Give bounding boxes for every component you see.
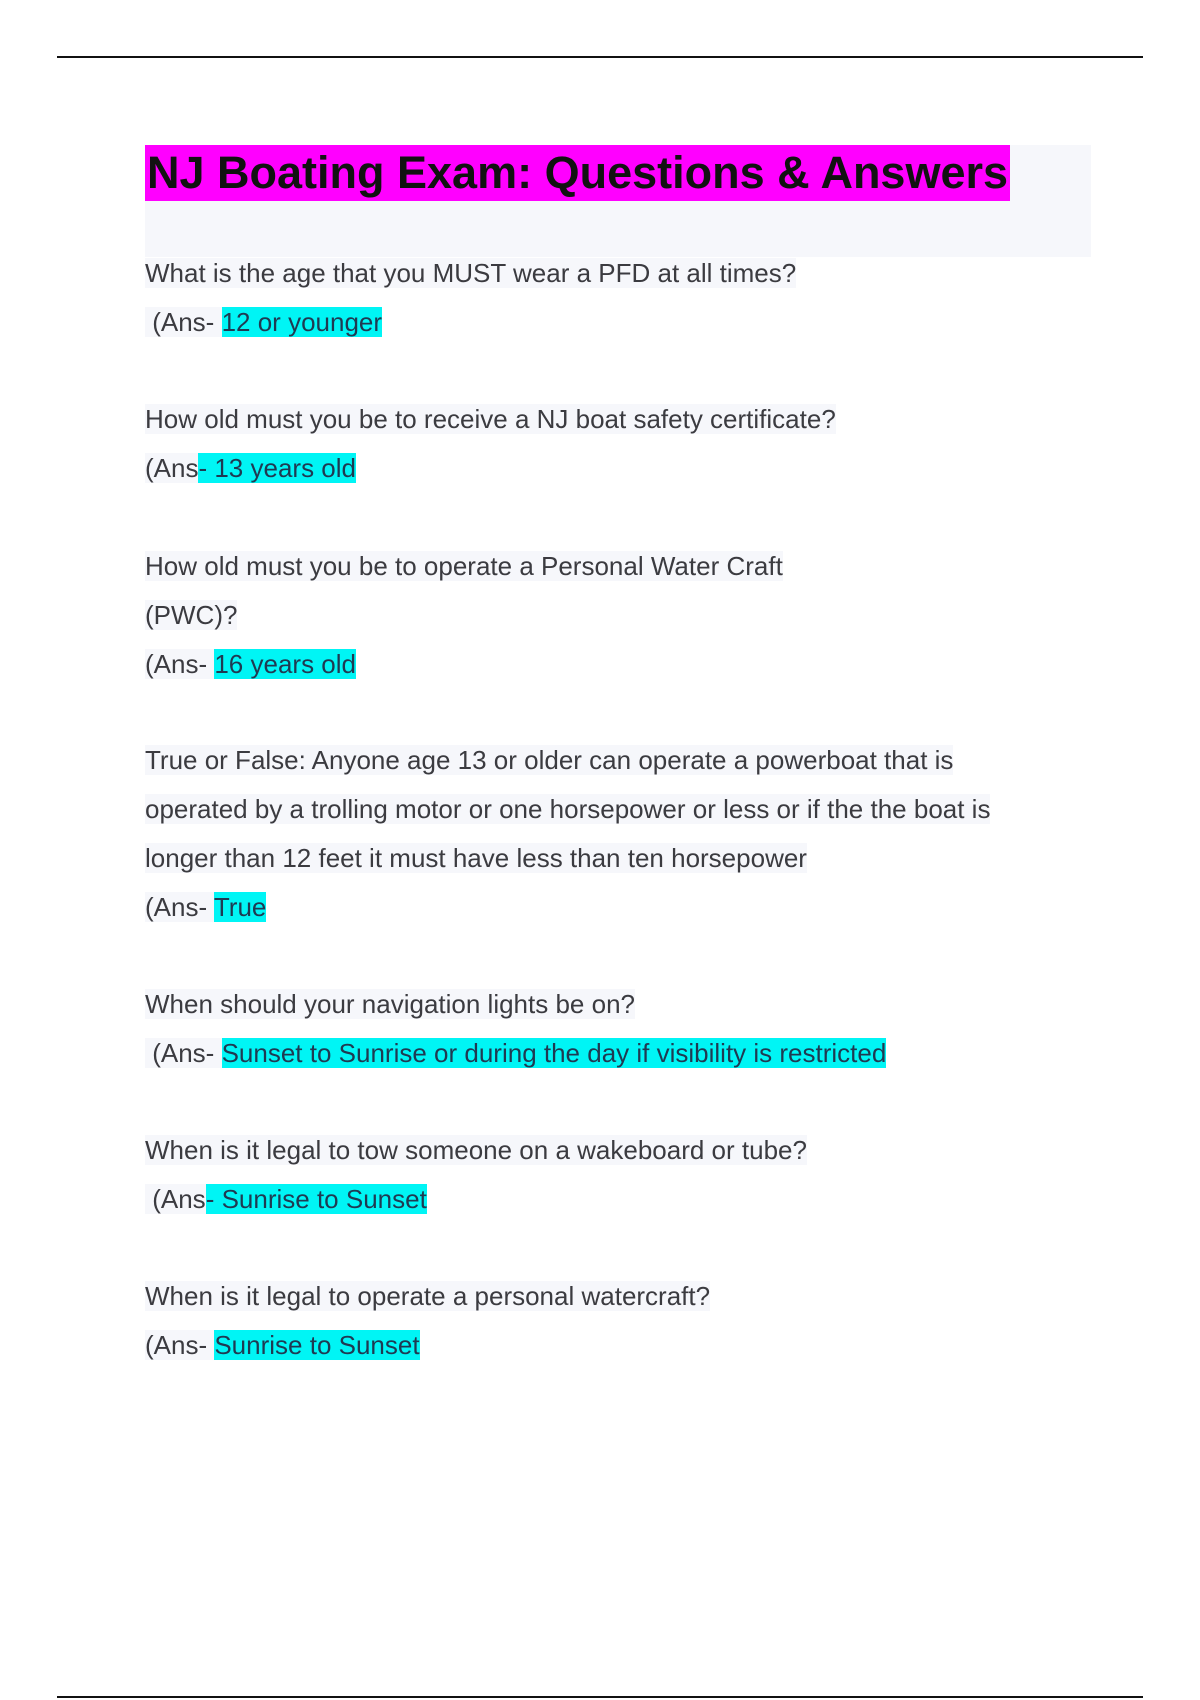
question-text: operated by a trolling motor or one horsepower or less or if the the boat is: [145, 794, 991, 824]
answer-highlight: - Sunrise to Sunset: [205, 1184, 427, 1214]
page-title: NJ Boating Exam: Questions & Answers: [145, 145, 1010, 201]
question-text: When is it legal to operate a personal watercraft?: [145, 1281, 711, 1311]
answer-highlight: - 13 years old: [198, 453, 356, 483]
answer-highlight: 12 or younger: [221, 307, 383, 337]
answer-prefix: (Ans-: [145, 1038, 222, 1068]
answer-prefix: (Ans-: [145, 649, 215, 679]
answer-highlight: Sunrise to Sunset: [214, 1330, 420, 1360]
title-block: [145, 145, 1091, 257]
answer-prefix: (Ans-: [145, 892, 214, 922]
question-text: When is it legal to tow someone on a wakeboard or tube?: [145, 1135, 807, 1165]
question-text: True or False: Anyone age 13 or older can operate a powerboat that is: [145, 745, 954, 775]
question-text: What is the age that you MUST wear a PFD at all times?: [145, 258, 797, 288]
bottom-rule: [57, 1696, 1143, 1698]
answer-highlight: 16 years old: [214, 649, 356, 679]
qa-item-5: [145, 980, 886, 1078]
question-text: How old must you be to receive a NJ boat safety certificate?: [145, 404, 836, 434]
answer-prefix: (Ans: [145, 453, 199, 483]
answer-prefix: (Ans-: [145, 1330, 215, 1360]
question-text: longer than 12 feet it must have less than ten horsepower: [145, 843, 807, 873]
qa-item-4: [145, 736, 990, 932]
qa-item-6: [145, 1126, 807, 1224]
top-rule: [57, 56, 1143, 58]
qa-item-1: [145, 249, 796, 347]
question-text: When should your navigation lights be on?: [145, 989, 635, 1019]
question-text: (PWC)?: [145, 600, 238, 630]
answer-prefix: (Ans: [145, 1184, 206, 1214]
qa-item-7: [145, 1272, 710, 1370]
answer-highlight: Sunset to Sunrise or during the day if visibility is restricted: [221, 1038, 887, 1068]
qa-item-2: [145, 395, 836, 493]
question-text: How old must you be to operate a Personal Water Craft: [145, 551, 783, 581]
answer-prefix: (Ans-: [145, 307, 222, 337]
answer-highlight: True: [213, 892, 267, 922]
qa-item-3: [145, 542, 783, 689]
